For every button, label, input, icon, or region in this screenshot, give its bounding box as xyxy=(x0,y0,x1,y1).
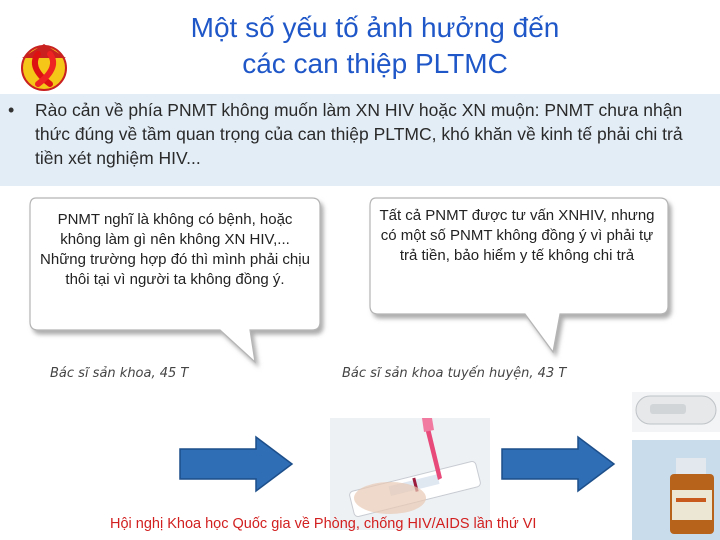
right-quote-text: Tất cả PNMT được tư vấn XNHIV, nhưng có một số PNMT không đồng ý vì phải tự trả tiền, bảo hiểm y tế không chi trả xyxy=(379,207,655,264)
left-quote-text: PNMT nghĩ là không có bệnh, hoặc không làm gì nên không XN HIV,... Những trường hợp đó thì mình phải chịu thôi tại vì người ta không đồng ý. xyxy=(40,211,310,288)
bullet-text: Rào cản về phía PNMT không muốn làm XN HIV hoặc XN muộn: PNMT chưa nhận thức đúng về tầm quan trọng của can thiệp PLTMC, khó khăn về kinh tế phải chi trả tiền xét nghiệm HIV... xyxy=(35,100,683,168)
left-arrow-icon xyxy=(178,435,296,493)
title-line-2: các can thiệp PLTMC xyxy=(242,48,508,79)
bullet-dot-icon: • xyxy=(8,100,15,120)
title-line-1: Một số yếu tố ảnh hưởng đến xyxy=(190,12,560,43)
rapid-test-photo xyxy=(330,418,490,530)
right-arrow-icon xyxy=(500,435,618,493)
left-quote-attribution: Bác sĩ sản khoa, 45 T xyxy=(50,366,189,381)
pill-photo xyxy=(632,392,720,432)
conference-footer: Hội nghị Khoa học Quốc gia về Phòng, chống HIV/AIDS lần thứ VI xyxy=(110,516,537,532)
medicine-bottle-photo xyxy=(632,440,720,540)
right-quote-attribution: Bác sĩ sản khoa tuyến huyện, 43 T xyxy=(342,366,567,381)
